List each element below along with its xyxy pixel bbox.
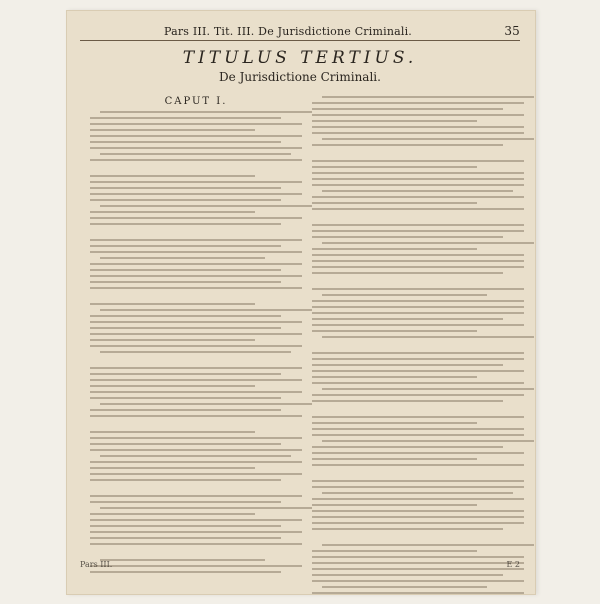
text-line (312, 400, 503, 402)
text-line (312, 364, 503, 366)
text-line (312, 352, 524, 354)
text-line (90, 513, 255, 515)
text-line (312, 318, 503, 320)
text-line (90, 263, 302, 265)
text-line (100, 403, 312, 405)
text-line (90, 327, 281, 329)
text-line (322, 242, 534, 244)
text-line (312, 108, 503, 110)
text-line (90, 443, 281, 445)
text-line (90, 269, 281, 271)
paragraph-gap (312, 342, 524, 348)
header-rule (80, 40, 520, 41)
text-line (312, 592, 524, 594)
text-line (312, 464, 524, 466)
text-line (90, 531, 302, 533)
text-line (312, 114, 524, 116)
text-line (322, 492, 513, 494)
paragraph-gap (312, 534, 524, 540)
text-line (312, 224, 524, 226)
text-line (90, 367, 302, 369)
text-line (90, 467, 255, 469)
section-title: TITULUS TERTIUS. (182, 48, 418, 68)
text-line (90, 193, 302, 195)
text-line (312, 556, 524, 558)
text-line (90, 473, 302, 475)
text-line (100, 257, 265, 259)
text-line (90, 181, 302, 183)
text-line (312, 266, 524, 268)
text-line (312, 260, 524, 262)
catchword: E 2 (506, 560, 520, 569)
text-line (90, 135, 302, 137)
text-line (312, 504, 477, 506)
text-line (90, 159, 302, 161)
text-line (90, 239, 302, 241)
text-line (312, 486, 524, 488)
text-line (312, 422, 477, 424)
paragraph-gap (312, 598, 524, 604)
text-line (90, 525, 281, 527)
text-line (100, 153, 291, 155)
text-line (312, 102, 524, 104)
page-footer (80, 560, 520, 569)
text-line (90, 431, 255, 433)
text-line (90, 415, 302, 417)
text-line (312, 202, 477, 204)
text-line (322, 544, 534, 546)
text-line (312, 288, 524, 290)
text-line (90, 385, 255, 387)
text-line (312, 166, 477, 168)
caput-heading: CAPUT I. (164, 96, 228, 107)
text-line (100, 205, 312, 207)
text-line (90, 519, 302, 521)
text-line (90, 373, 281, 375)
paragraph-gap (90, 485, 302, 491)
running-head (80, 24, 520, 38)
paragraph-gap (90, 357, 302, 363)
right-column (312, 92, 524, 604)
text-line (322, 336, 534, 338)
text-line (312, 300, 524, 302)
text-line (100, 309, 312, 311)
paragraph-gap (312, 278, 524, 284)
paragraph-gap (312, 150, 524, 156)
text-line (312, 324, 524, 326)
text-line (312, 382, 524, 384)
text-line (312, 248, 477, 250)
text-line (312, 574, 503, 576)
text-line (90, 339, 255, 341)
text-line (90, 187, 281, 189)
paragraph-gap (90, 421, 302, 427)
text-line (90, 449, 302, 451)
signature-mark: Pars III. (80, 560, 113, 569)
text-line (312, 376, 477, 378)
text-line (312, 498, 524, 500)
text-line (90, 175, 255, 177)
text-line (312, 132, 524, 134)
text-line (90, 245, 281, 247)
text-line (100, 507, 312, 509)
text-line (90, 501, 281, 503)
text-line (90, 303, 255, 305)
text-line (312, 480, 524, 482)
text-line (312, 550, 477, 552)
page-number: 35 (504, 24, 520, 38)
text-line (90, 275, 302, 277)
text-line (90, 147, 302, 149)
text-line (312, 358, 524, 360)
text-line (90, 281, 281, 283)
text-line (90, 379, 302, 381)
text-line (312, 510, 524, 512)
text-line (90, 495, 302, 497)
text-line (312, 580, 524, 582)
text-line (312, 458, 477, 460)
text-line (312, 428, 524, 430)
text-line (100, 111, 312, 113)
text-line (312, 394, 524, 396)
text-line (312, 160, 524, 162)
text-line (100, 455, 291, 457)
paragraph-gap (312, 406, 524, 412)
text-line (90, 537, 281, 539)
text-line (312, 312, 524, 314)
text-line (322, 388, 534, 390)
text-line (312, 236, 503, 238)
text-line (322, 294, 487, 296)
running-head-text: Pars III. Tit. III. De Jurisdictione Criminali. (163, 25, 413, 38)
text-line (312, 452, 524, 454)
text-line (312, 522, 524, 524)
text-line (90, 345, 302, 347)
text-line (90, 461, 302, 463)
text-line (90, 117, 281, 119)
paragraph-gap (312, 214, 524, 220)
text-line (312, 196, 524, 198)
text-line (322, 586, 487, 588)
paragraph-gap (312, 470, 524, 476)
text-line (90, 123, 302, 125)
text-line (312, 120, 477, 122)
text-line (312, 208, 524, 210)
text-line (312, 178, 524, 180)
section-subtitle: De Jurisdictione Criminali. (219, 70, 381, 84)
text-line (312, 306, 524, 308)
text-line (90, 321, 302, 323)
text-line (90, 315, 281, 317)
text-line (90, 199, 281, 201)
text-line (90, 479, 281, 481)
text-line (90, 217, 302, 219)
text-line (90, 251, 302, 253)
paragraph-gap (90, 229, 302, 235)
text-line (322, 96, 534, 98)
paragraph-gap (90, 549, 302, 555)
text-line (312, 184, 524, 186)
text-line (312, 416, 524, 418)
text-line (312, 370, 524, 372)
text-line (312, 172, 524, 174)
text-line (322, 138, 534, 140)
text-line (90, 437, 302, 439)
text-line (312, 434, 524, 436)
text-line (312, 272, 503, 274)
left-column (90, 92, 302, 577)
text-line (90, 223, 281, 225)
text-line (312, 126, 524, 128)
text-line (322, 190, 513, 192)
text-line (312, 230, 524, 232)
text-line (90, 391, 302, 393)
paragraph-gap (90, 293, 302, 299)
text-line (312, 254, 524, 256)
text-line (90, 141, 281, 143)
text-line (90, 287, 302, 289)
text-line (100, 351, 291, 353)
text-line (312, 144, 503, 146)
text-line (90, 333, 302, 335)
text-line (90, 543, 302, 545)
text-line (312, 516, 524, 518)
text-line (312, 330, 477, 332)
text-line (322, 440, 534, 442)
text-line (90, 129, 255, 131)
text-line (90, 211, 255, 213)
text-line (90, 409, 281, 411)
paragraph-gap (90, 165, 302, 171)
text-line (90, 397, 281, 399)
text-line (90, 571, 281, 573)
text-line (312, 528, 503, 530)
text-line (312, 446, 503, 448)
